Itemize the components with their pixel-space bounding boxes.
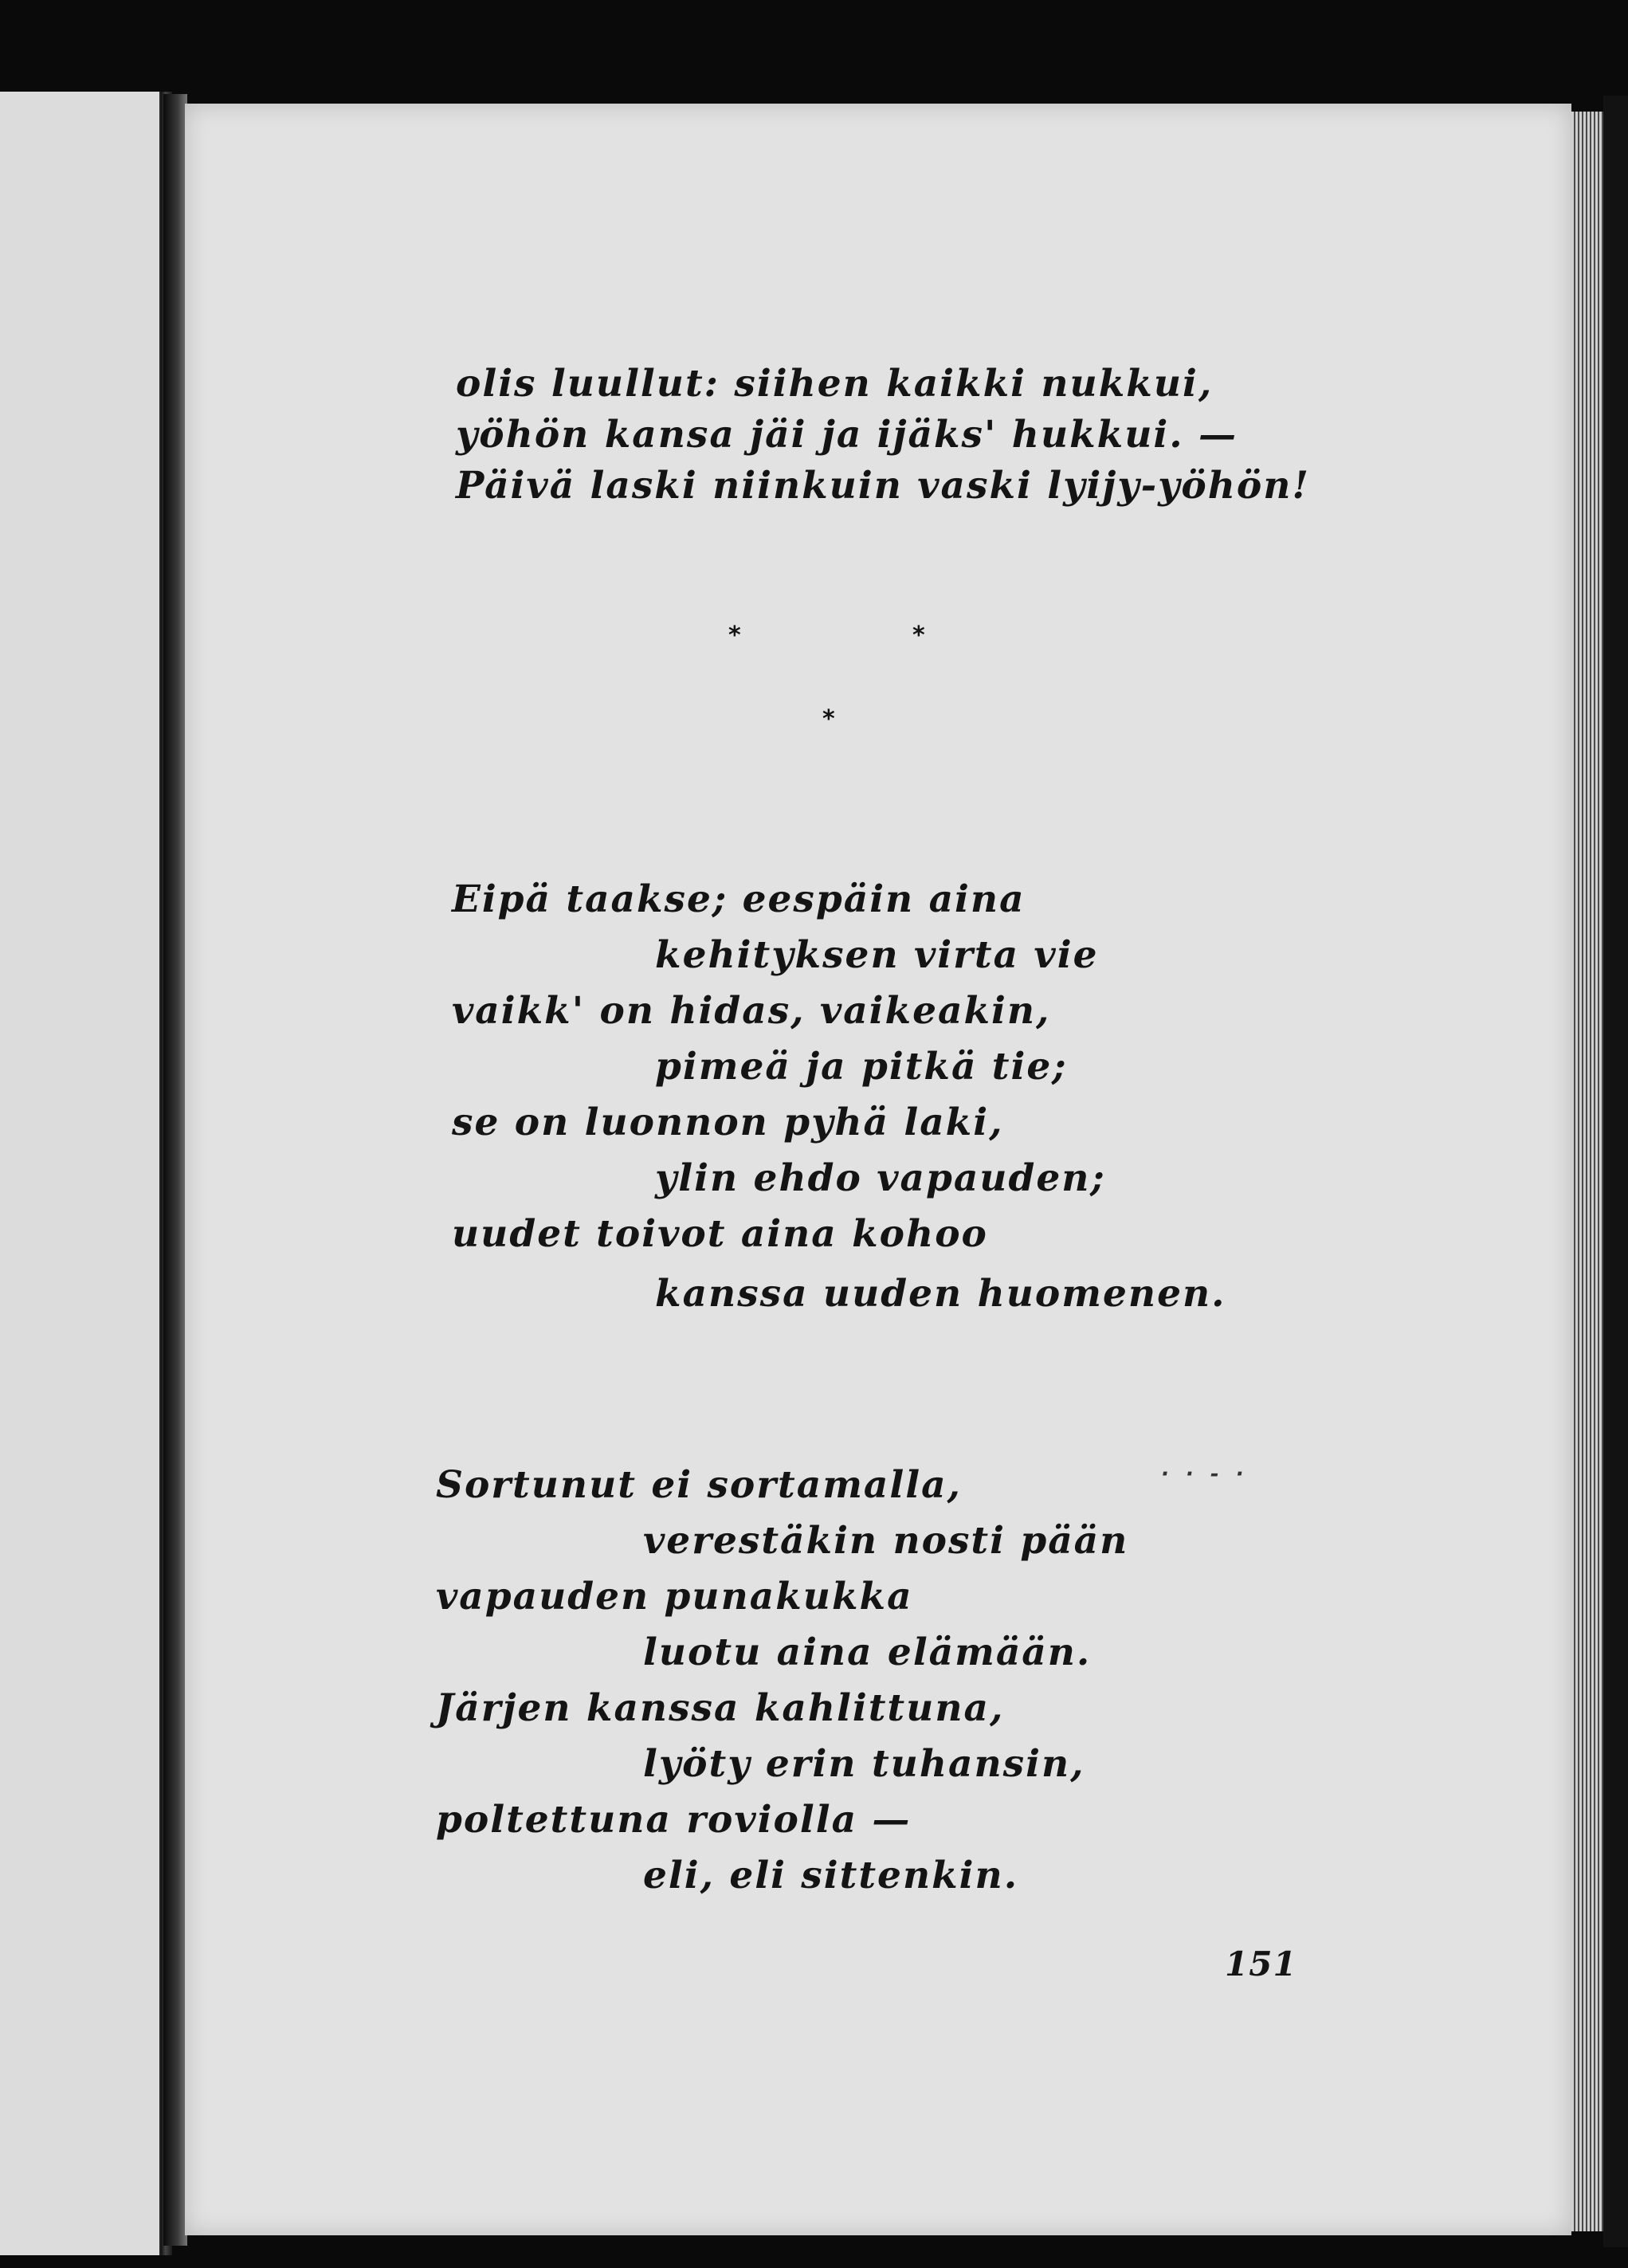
poem-line: kehityksen virta vie [655, 933, 1099, 977]
page-gutter [163, 94, 187, 2246]
poem-line: kanssa uuden huomenen. [655, 1272, 1226, 1316]
poem-line: Järjen kanssa kahlittuna, [436, 1686, 1005, 1730]
page-stack-edges [1571, 112, 1603, 2231]
poem-line: vaikk' on hidas, vaikeakin, [452, 989, 1051, 1033]
margin-specks: · · - · [1161, 1462, 1249, 1486]
poem-line: Päivä laski niinkuin vaski lyijy-yöhön! [456, 464, 1311, 508]
poem-line: poltettuna roviolla — [436, 1798, 912, 1842]
poem-line: se on luonnon pyhä laki, [452, 1101, 1004, 1144]
poem-line: ylin ehdo vapauden; [655, 1156, 1106, 1200]
poem-line: eli, eli sittenkin. [643, 1854, 1019, 1897]
poem-line: uudet toivot aina kohoo [452, 1212, 988, 1256]
separator-star: * [912, 622, 927, 649]
scan-border [1603, 96, 1628, 2247]
poem-line: vapauden punakukka [436, 1575, 913, 1619]
poem-line: olis luullut: siihen kaikki nukkui, [456, 362, 1214, 406]
poem-text [185, 104, 1571, 2235]
previous-page-edge [0, 92, 162, 2255]
poem-line: pimeä ja pitkä tie; [655, 1045, 1068, 1089]
poem-line: Eipä taakse; eespäin aina [452, 877, 1026, 921]
poem-line: luotu aina elämään. [643, 1630, 1092, 1674]
poem-line: Sortunut ei sortamalla, [436, 1463, 962, 1507]
poem-line: verestäkin nosti pään [643, 1519, 1129, 1563]
separator-star: * [728, 622, 743, 649]
book-page [185, 104, 1571, 2235]
page-number: 151 [1225, 1944, 1297, 1984]
poem-line: lyöty erin tuhansin, [643, 1742, 1085, 1786]
poem-line: yöhön kansa jäi ja ijäks' hukkui. — [456, 413, 1238, 457]
separator-star: * [822, 705, 837, 733]
